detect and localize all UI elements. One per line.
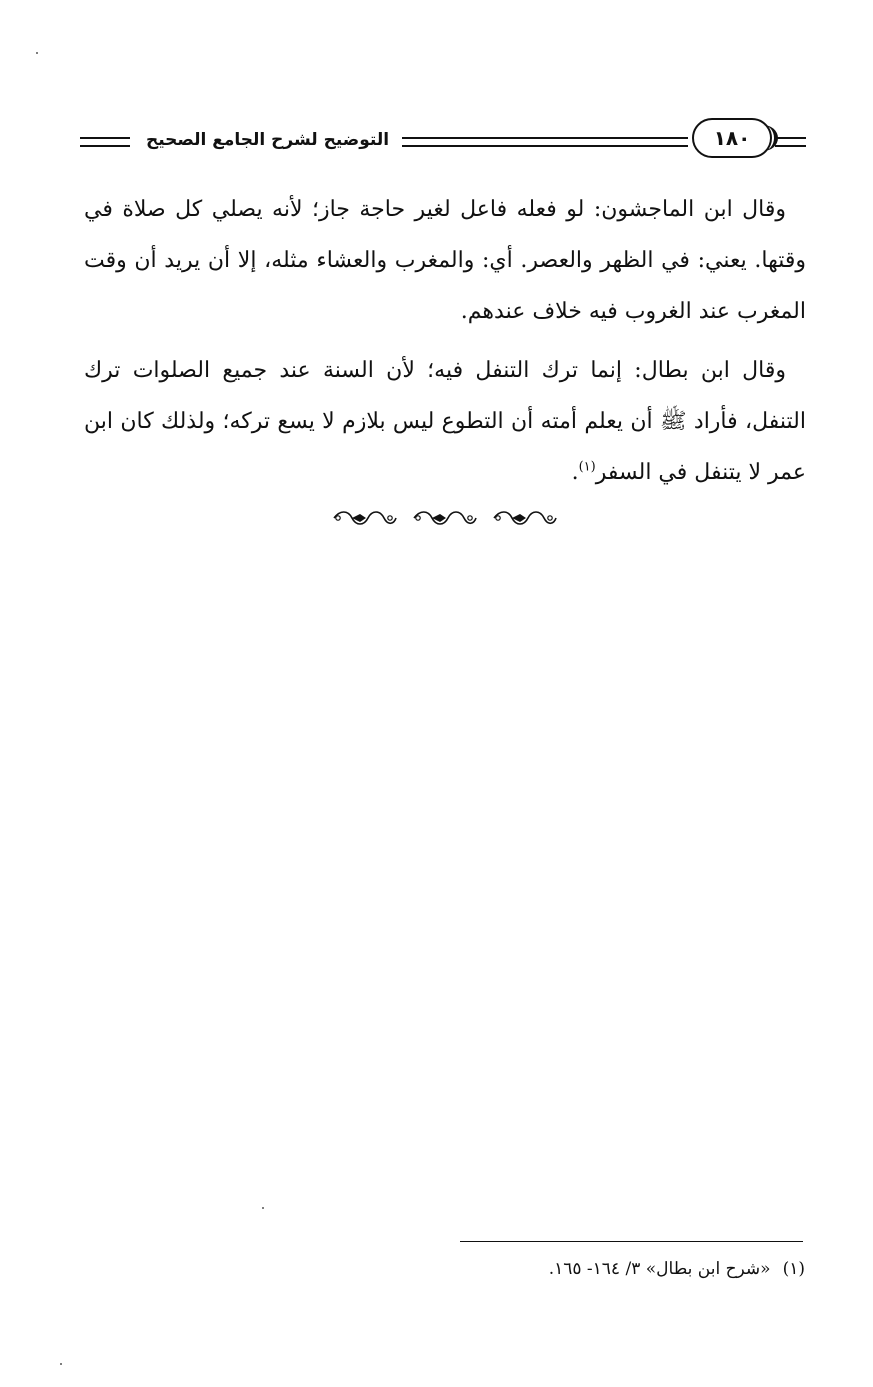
page-number: ١٨٠ <box>692 118 772 158</box>
scan-speck <box>262 1207 264 1209</box>
header-rule-middle <box>402 137 688 147</box>
footnote-reference[interactable]: (١) <box>578 459 596 475</box>
header-rule-left <box>80 137 130 147</box>
footnote-1 <box>360 1254 805 1284</box>
footnote-text: «شرح ابن بطال» ٣/ ١٦٤- ١٦٥. <box>548 1259 771 1279</box>
footnote-marker: (١) <box>782 1259 805 1279</box>
paragraph-1-text: وقال ابن الماجشون: لو فعله فاعل لغير حاجة جاز؛ لأنه يصلي كل صلاة في وقتها. يعني: في الظهر والعصر. أي: والمغرب والعشاء مثله، إلا أن يريد أن وقت المغرب عند الغروب فيه خلاف عندهم. <box>84 197 806 324</box>
body-text <box>84 184 806 498</box>
footnote-separator <box>460 1241 803 1242</box>
book-title: التوضيح لشرح الجامع الصحيح <box>145 130 390 150</box>
paragraph-2 <box>84 345 806 498</box>
header-rule-right <box>775 137 806 147</box>
vine-ornament-icon <box>490 508 560 528</box>
vine-ornament-icon <box>330 508 400 528</box>
running-header <box>80 118 806 162</box>
scan-speck <box>36 52 38 54</box>
paragraph-2-end-mark: . <box>571 460 579 485</box>
vine-ornament-icon <box>410 508 480 528</box>
paragraph-1 <box>84 184 806 337</box>
section-end-ornament <box>330 504 560 532</box>
paragraph-2-text: وقال ابن بطال: إنما ترك التنفل فيه؛ لأن السنة عند جميع الصلوات ترك التنفل، فأراد ﷺ أن يعلم أمته أن التطوع ليس بلازم لا يسع تركه؛ ولذلك كان ابن عمر لا يتنفل في السفر <box>84 358 806 485</box>
scan-speck <box>60 1363 62 1365</box>
